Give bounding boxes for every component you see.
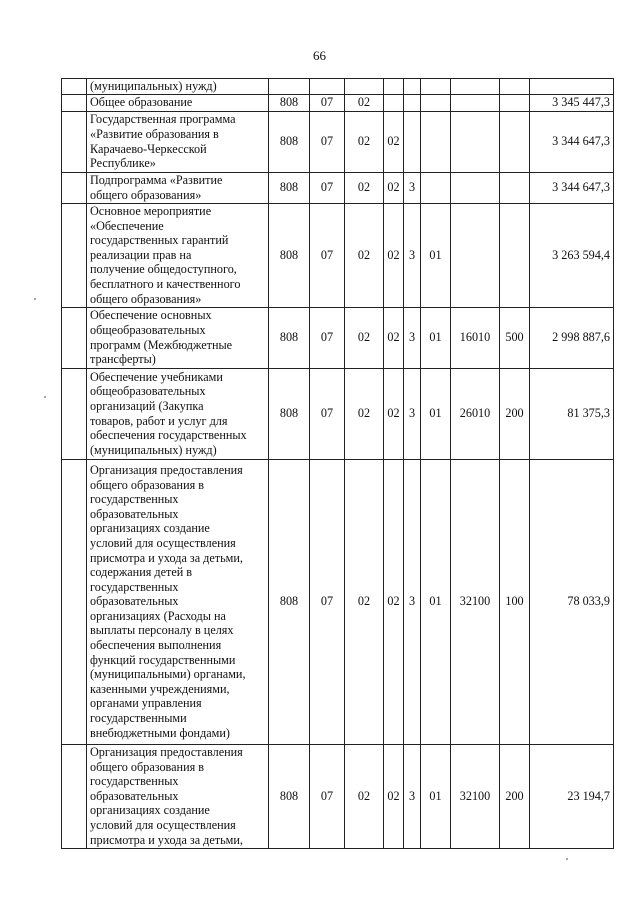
code-grbs: 808: [269, 172, 310, 203]
code-subprogram: [404, 111, 421, 172]
code-expense-type: 200: [500, 368, 530, 459]
row-amount: 3 344 647,3: [530, 172, 614, 203]
scan-speck: [34, 298, 36, 300]
row-name: Государственная программа «Развитие образования в Карачаево-Черкесской Республике»: [87, 111, 269, 172]
scan-speck: [44, 396, 46, 398]
code-direction: 32100: [451, 459, 500, 744]
code-expense-type: [500, 79, 530, 95]
row-name: Общее образование: [87, 94, 269, 111]
row-margin-cell: [62, 744, 87, 848]
code-grbs: 808: [269, 94, 310, 111]
code-section: 07: [310, 203, 345, 307]
code-section: 07: [310, 172, 345, 203]
row-name: Подпрограмма «Развитие общего образования»: [87, 172, 269, 203]
row-margin-cell: [62, 459, 87, 744]
table-body: [62, 79, 614, 849]
code-direction: [451, 203, 500, 307]
code-direction: [451, 79, 500, 95]
code-direction: 16010: [451, 307, 500, 368]
code-subprogram: [404, 79, 421, 95]
code-grbs: 808: [269, 459, 310, 744]
code-expense-type: 500: [500, 307, 530, 368]
row-margin-cell: [62, 368, 87, 459]
row-margin-cell: [62, 172, 87, 203]
code-grbs: 808: [269, 744, 310, 848]
code-program: 02: [384, 111, 404, 172]
row-name: Организация предоставления общего образования в государственных образовательных организациях создание условий для осуществления присмотра и ухода за детьми, содержания детей в государственных образовательных организациях (Расходы на выплаты персоналу в целях обеспечения выполнения функций государственными (муниципальными) органами, казенными учреждениями, органами управления государственными внебюджетными фондами): [87, 459, 269, 744]
row-name: Обеспечение учебниками общеобразовательных организаций (Закупка товаров, работ и услуг для обеспечения государственных (муниципальных) нужд): [87, 368, 269, 459]
row-amount: 78 033,9: [530, 459, 614, 744]
row-margin-cell: [62, 79, 87, 95]
code-section: [310, 79, 345, 95]
code-section: 07: [310, 111, 345, 172]
code-expense-type: [500, 203, 530, 307]
code-subsection: 02: [345, 459, 384, 744]
row-name: Организация предоставления общего образования в государственных образовательных организациях создание условий для осуществления присмотра и ухода за детьми,: [87, 744, 269, 848]
code-subprogram: 3: [404, 459, 421, 744]
code-grbs: 808: [269, 307, 310, 368]
row-amount: [530, 79, 614, 95]
code-section: 07: [310, 459, 345, 744]
code-direction: 26010: [451, 368, 500, 459]
code-subsection: 02: [345, 203, 384, 307]
row-margin-cell: [62, 203, 87, 307]
code-program: 02: [384, 744, 404, 848]
code-subprogram: 3: [404, 744, 421, 848]
code-event: [421, 79, 451, 95]
code-subsection: 02: [345, 368, 384, 459]
code-program: 02: [384, 203, 404, 307]
row-margin-cell: [62, 111, 87, 172]
table-row: [62, 307, 614, 368]
row-amount: 3 344 647,3: [530, 111, 614, 172]
code-subprogram: 3: [404, 172, 421, 203]
code-program: [384, 94, 404, 111]
row-margin-cell: [62, 94, 87, 111]
code-event: 01: [421, 307, 451, 368]
code-program: 02: [384, 368, 404, 459]
table-row: [62, 111, 614, 172]
page-number: 66: [313, 48, 326, 63]
budget-table: [61, 78, 614, 849]
code-subsection: 02: [345, 111, 384, 172]
code-program: 02: [384, 172, 404, 203]
code-event: 01: [421, 203, 451, 307]
code-section: 07: [310, 744, 345, 848]
code-event: [421, 94, 451, 111]
table-row: [62, 79, 614, 95]
code-program: 02: [384, 459, 404, 744]
table-row: [62, 459, 614, 744]
table-row: [62, 172, 614, 203]
row-margin-cell: [62, 307, 87, 368]
table-row: [62, 368, 614, 459]
code-grbs: [269, 79, 310, 95]
code-direction: [451, 172, 500, 203]
row-amount: 3 345 447,3: [530, 94, 614, 111]
code-subsection: 02: [345, 744, 384, 848]
row-amount: 2 998 887,6: [530, 307, 614, 368]
code-section: 07: [310, 368, 345, 459]
row-amount: 81 375,3: [530, 368, 614, 459]
code-program: [384, 79, 404, 95]
code-subsection: [345, 79, 384, 95]
row-amount: 23 194,7: [530, 744, 614, 848]
code-expense-type: [500, 172, 530, 203]
code-expense-type: 200: [500, 744, 530, 848]
code-direction: [451, 94, 500, 111]
code-direction: 32100: [451, 744, 500, 848]
code-expense-type: 100: [500, 459, 530, 744]
table-row: [62, 744, 614, 848]
row-name: Основное мероприятие «Обеспечение государственных гарантий реализации прав на получение общедоступного, бесплатного и качественного общего образования»: [87, 203, 269, 307]
code-section: 07: [310, 307, 345, 368]
code-event: 01: [421, 368, 451, 459]
code-subsection: 02: [345, 94, 384, 111]
code-event: [421, 111, 451, 172]
code-expense-type: [500, 94, 530, 111]
scan-speck: [566, 858, 568, 860]
code-grbs: 808: [269, 111, 310, 172]
code-subprogram: 3: [404, 307, 421, 368]
code-subsection: 02: [345, 307, 384, 368]
code-subprogram: [404, 94, 421, 111]
row-name: (муниципальных) нужд): [87, 79, 269, 95]
code-direction: [451, 111, 500, 172]
code-subsection: 02: [345, 172, 384, 203]
code-program: 02: [384, 307, 404, 368]
code-grbs: 808: [269, 368, 310, 459]
table-row: [62, 94, 614, 111]
code-grbs: 808: [269, 203, 310, 307]
code-subprogram: 3: [404, 203, 421, 307]
code-subprogram: 3: [404, 368, 421, 459]
code-event: [421, 172, 451, 203]
table-row: [62, 203, 614, 307]
code-section: 07: [310, 94, 345, 111]
row-name: Обеспечение основных общеобразовательных программ (Межбюджетные трансферты): [87, 307, 269, 368]
code-event: 01: [421, 459, 451, 744]
row-amount: 3 263 594,4: [530, 203, 614, 307]
code-event: 01: [421, 744, 451, 848]
code-expense-type: [500, 111, 530, 172]
